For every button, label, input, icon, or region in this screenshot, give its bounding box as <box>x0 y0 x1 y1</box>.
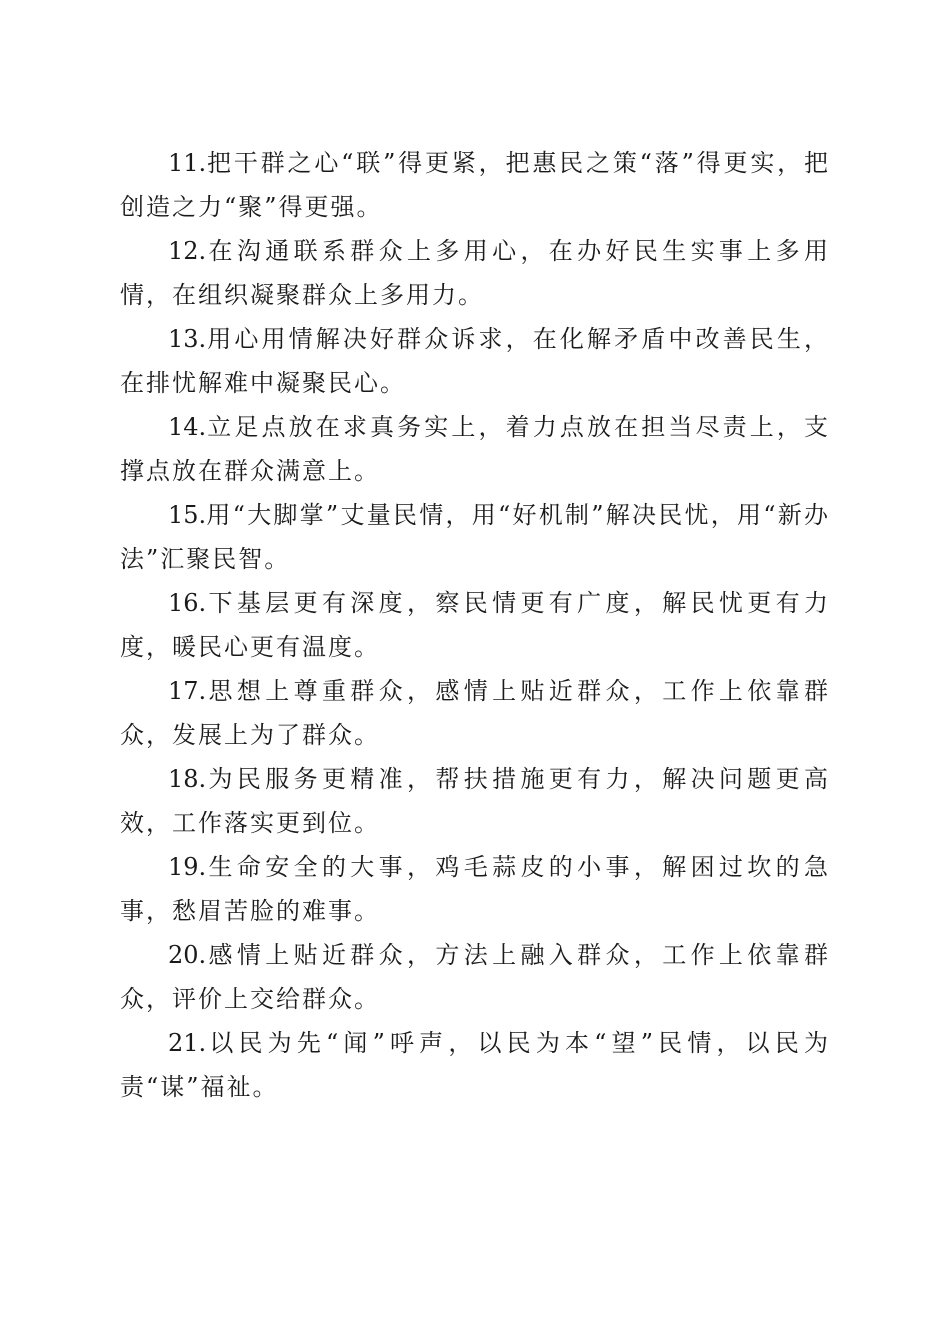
item-text: 用“大脚掌”丈量民情，用“好机制”解决民忧，用“新办法”汇聚民智。 <box>120 501 830 573</box>
item-number: 11. <box>168 149 207 177</box>
item-text: 以民为先“闻”呼声，以民为本“望”民情，以民为责“谋”福祉。 <box>120 1029 830 1101</box>
item-text: 用心用情解决好群众诉求，在化解矛盾中改善民生，在排忧解难中凝聚民心。 <box>120 325 830 397</box>
list-item <box>120 669 830 757</box>
item-text: 下基层更有深度，察民情更有广度，解民忧更有力度，暖民心更有温度。 <box>120 589 830 661</box>
item-text: 把干群之心“联”得更紧，把惠民之策“落”得更实，把创造之力“聚”得更强。 <box>120 149 830 221</box>
list-item <box>120 141 830 229</box>
item-number: 13. <box>168 325 207 353</box>
item-text: 思想上尊重群众，感情上贴近群众，工作上依靠群众，发展上为了群众。 <box>120 677 830 749</box>
item-text: 在沟通联系群众上多用心，在办好民生实事上多用情，在组织凝聚群众上多用力。 <box>120 237 830 309</box>
item-text: 生命安全的大事，鸡毛蒜皮的小事，解困过坎的急事，愁眉苦脸的难事。 <box>120 853 830 925</box>
item-number: 17. <box>168 677 207 705</box>
item-number: 12. <box>168 237 207 265</box>
list-item <box>120 229 830 317</box>
list-item <box>120 405 830 493</box>
item-number: 18. <box>168 765 207 793</box>
item-number: 21. <box>168 1029 207 1057</box>
item-text: 立足点放在求真务实上，着力点放在担当尽责上，支撑点放在群众满意上。 <box>120 413 830 485</box>
item-number: 14. <box>168 413 207 441</box>
item-number: 20. <box>168 941 207 969</box>
item-text: 感情上贴近群众，方法上融入群众，工作上依靠群众，评价上交给群众。 <box>120 941 830 1013</box>
list-item <box>120 493 830 581</box>
item-text: 为民服务更精准，帮扶措施更有力，解决问题更高效，工作落实更到位。 <box>120 765 830 837</box>
item-number: 16. <box>168 589 207 617</box>
list-item <box>120 317 830 405</box>
document-body <box>120 141 830 1109</box>
item-number: 19. <box>168 853 207 881</box>
list-item <box>120 757 830 845</box>
item-number: 15. <box>168 501 207 529</box>
list-item <box>120 581 830 669</box>
list-item <box>120 845 830 933</box>
list-item <box>120 1021 830 1109</box>
list-item <box>120 933 830 1021</box>
